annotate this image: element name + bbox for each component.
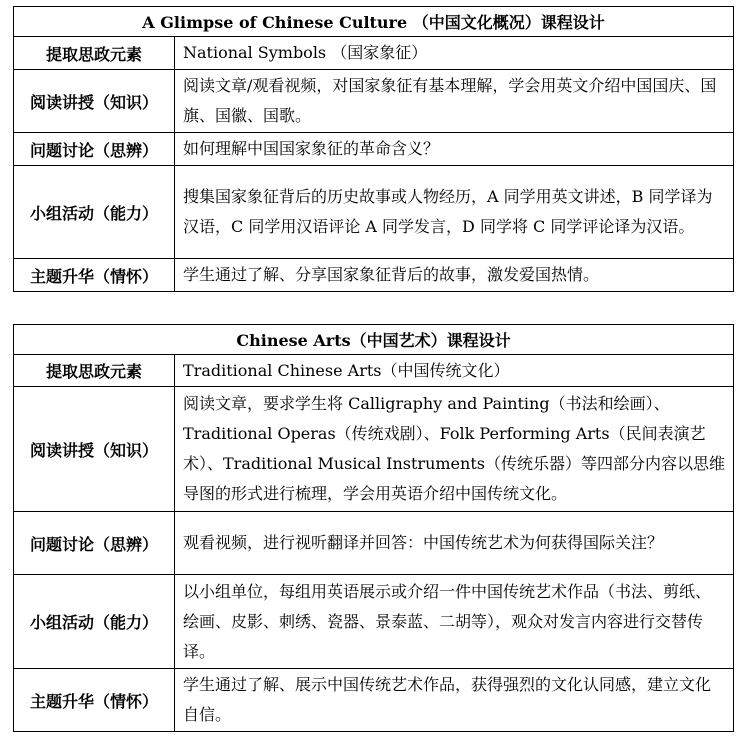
row-label: 阅读讲授（知识） [14, 387, 175, 512]
row-label: 主题升华（情怀） [14, 259, 175, 292]
table-row [14, 37, 734, 70]
row-content: 搜集国家象征背后的历史故事或人物经历，A 同学用英文讲述，B 同学译为汉语，C 同学用汉语评论 A 同学发言，D 同学将 C 同学评论译为汉语。 [175, 166, 734, 259]
row-content: Traditional Chinese Arts（中国传统文化） [175, 355, 734, 387]
row-label: 小组活动（能力） [14, 575, 175, 669]
course-design-table-national-symbols [13, 6, 734, 292]
row-label: 提取思政元素 [14, 355, 175, 387]
row-label: 问题讨论（思辨） [14, 133, 175, 166]
row-content: 阅读文章/观看视频，对国家象征有基本理解，学会用英文介绍中国国庆、国旗、国徽、国歌。 [175, 70, 734, 133]
table-row [14, 70, 734, 133]
table-row [14, 575, 734, 669]
row-content: National Symbols （国家象征） [175, 37, 734, 70]
table-title: A Glimpse of Chinese Culture （中国文化概况）课程设计 [14, 7, 734, 37]
course-design-table-chinese-arts [13, 324, 734, 732]
table-row [14, 355, 734, 387]
table-title-row [14, 325, 734, 355]
row-content: 以小组单位，每组用英语展示或介绍一件中国传统艺术作品（书法、剪纸、绘画、皮影、刺绣、瓷器、景泰蓝、二胡等），观众对发言内容进行交替传译。 [175, 575, 734, 669]
table-title: Chinese Arts（中国艺术）课程设计 [14, 325, 734, 355]
table-row [14, 166, 734, 259]
table-row [14, 133, 734, 166]
row-label: 主题升华（情怀） [14, 669, 175, 732]
table-row [14, 259, 734, 292]
row-label: 问题讨论（思辨） [14, 512, 175, 575]
row-label: 小组活动（能力） [14, 166, 175, 259]
row-content: 阅读文章，要求学生将 Calligraphy and Painting（书法和绘画）、Traditional Operas（传统戏剧）、Folk Performing Arts（民间表演艺术）、Traditional Musical Instruments（传统乐器）等四部分内容以思维导图的形式进行梳理，学会用英语介绍中国传统文化。 [175, 387, 734, 512]
table-row [14, 387, 734, 512]
table-row [14, 512, 734, 575]
row-content: 学生通过了解、分享国家象征背后的故事，激发爱国热情。 [175, 259, 734, 292]
row-content: 观看视频，进行视听翻译并回答：中国传统艺术为何获得国际关注？ [175, 512, 734, 575]
row-label: 提取思政元素 [14, 37, 175, 70]
row-label: 阅读讲授（知识） [14, 70, 175, 133]
row-content: 如何理解中国国家象征的革命含义？ [175, 133, 734, 166]
row-content: 学生通过了解、展示中国传统艺术作品，获得强烈的文化认同感，建立文化自信。 [175, 669, 734, 732]
table-row [14, 669, 734, 732]
table-title-row [14, 7, 734, 37]
